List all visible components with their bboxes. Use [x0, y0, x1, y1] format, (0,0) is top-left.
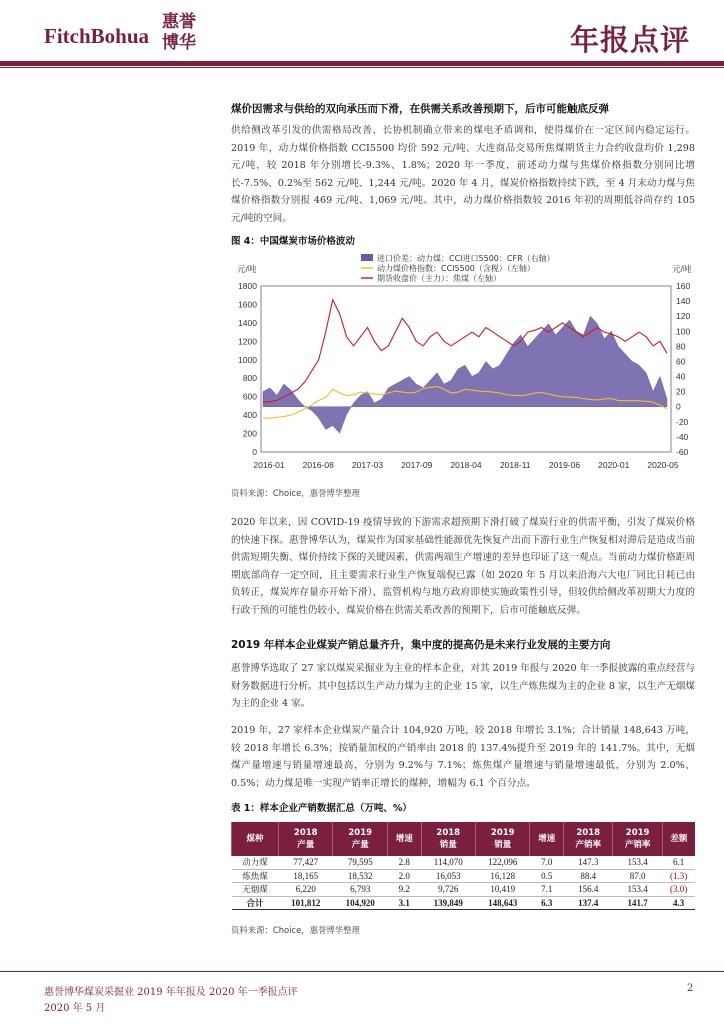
table-cell: 3.1 — [387, 896, 421, 910]
chart-legend — [361, 253, 555, 283]
left-tick-label: 1200 — [238, 336, 257, 347]
table-header-row — [232, 822, 696, 856]
left-tick-label: 1000 — [238, 354, 257, 365]
table-header-cell — [476, 822, 530, 856]
header-line-2: 产销率 — [624, 840, 651, 850]
header-line-1: 差额 — [670, 834, 688, 844]
table-cell: (1.3) — [662, 869, 695, 883]
table-cell: 79,595 — [333, 856, 387, 869]
x-tick-label: 2017-03 — [351, 460, 384, 470]
footer-date: 2020 年 5 月 — [44, 1003, 106, 1014]
table-row — [232, 896, 696, 910]
right-tick-label: 40 — [676, 371, 686, 382]
table-cell: 6,793 — [333, 883, 387, 897]
table-cell: 18,532 — [333, 869, 387, 883]
x-tick-label: 2019-06 — [548, 460, 581, 470]
left-tick-label: 1600 — [238, 299, 257, 310]
table-cell: 无烟煤 — [232, 883, 279, 897]
table-cell: 6,220 — [279, 883, 333, 897]
table-cell: 137.4 — [564, 896, 613, 910]
left-tick-label: 1800 — [238, 281, 257, 291]
table-cell: 2.8 — [387, 856, 421, 869]
table-cell: 合计 — [232, 896, 279, 910]
x-tick-label: 2020-05 — [647, 460, 679, 470]
table-cell: 7.0 — [530, 856, 564, 869]
paragraph-outlook: 2020 年以来，因 COVID-19 疫情导致的下游需求超预期下滑打破了煤炭行业的供需平衡，引发了煤炭价格的快速下探。惠誉博华认为，煤炭作为国家基础性能源优先恢复产出而下游行业生产恢复相对滞后是造成当前供需短期失衡、煤价持续下探的关键因素，供需两端生产增速的差异也印证了这一观点。当前动力煤价格距周期底部尚存一定空间，且主要需求行业生产恢复端倪已露（如 2020 年 5 月以来沿海六大电厂同比日耗已由负转正，煤炭库存量亦开始下滑），监管机构与地方政府即使实施政策性引导，但较供给侧改革初期大力度的行政干预的可能性仍较小，煤炭价格在供需关系改善的预期下，后市可能触底反弹。 — [231, 517, 695, 616]
left-axis-unit: 元/吨 — [237, 264, 257, 274]
table-header-cell — [662, 822, 695, 856]
header-line-1: 2018 — [293, 828, 318, 838]
logo-chinese: 惠誉博华 — [162, 12, 196, 53]
header-line-2: 产量 — [297, 840, 315, 850]
paragraph-sample: 惠誉博华选取了 27 家以煤炭采掘业为主业的样本企业，对其 2019 年报与 2020 年一季报披露的重点经营与财务数据进行分析。其中包括以生产动力煤为主的企业 15 家，以生产炼焦煤为主的企业 8 家，以生产无烟煤为主的企业 4 家。 — [231, 663, 695, 710]
table-cell: 16,053 — [421, 869, 475, 883]
section-heading-price: 煤价因需求与供给的双向承压而下滑，在供需关系改善预期下，后市可能触底反弹 — [231, 103, 609, 115]
table-row — [232, 856, 696, 869]
legend-label: 动力煤价格指数：CCI5500（含税）（左轴） — [377, 264, 535, 273]
header-line-1: 2019 — [490, 828, 515, 838]
table-cell: 101,812 — [279, 896, 333, 910]
header-line-1: 2018 — [576, 828, 601, 838]
table-cell: 6.3 — [530, 896, 564, 910]
right-tick-label: -40 — [676, 431, 689, 442]
table-header-cell — [421, 822, 475, 856]
logo-fitchbohua: FitchBohua — [44, 24, 150, 48]
table-header-cell — [564, 822, 613, 856]
header-line-2: 销量 — [494, 840, 512, 850]
header-line-1: 煤种 — [246, 834, 264, 844]
right-tick-label: 20 — [676, 386, 686, 397]
table-cell: 4.3 — [662, 896, 695, 910]
x-tick-label: 2020-01 — [598, 460, 630, 470]
table-header-cell — [279, 822, 333, 856]
table-header-cell — [333, 822, 387, 856]
table-header-cell — [530, 822, 564, 856]
right-tick-label: -20 — [676, 416, 689, 427]
paragraph-price: 供给侧改革引发的供需格局改善、长协机制确立带来的煤电矛盾调和，使得煤价在一定区间内稳定运行。2019 年，动力煤价格指数 CCI5500 均价 592 元/吨、大连商品交易所焦煤期货主力合约收盘均价 1,298 元/吨，较 2018 年分别增长-9.3%、1.8%；2020 年一季度，前述动力煤与焦煤价格指数分别同比增长-7.5%、0.2%至 562 元/吨、1,244 元/吨。2020 年 4 月，煤炭价格指数持续下跌，至 4 月末动力煤与焦煤价格指数分别报 469 元/吨、1,069 元/吨。其中，动力煤价格指数较 2016 年初的周期低谷尚存约 105 元/吨的空间。 — [231, 125, 695, 224]
figure-caption: 图 4：中国煤炭市场价格波动 — [231, 236, 355, 247]
table-cell: 77,427 — [279, 856, 333, 869]
table-row — [232, 869, 696, 883]
x-tick-label: 2018-04 — [450, 460, 482, 470]
table-cell: 16,128 — [476, 869, 530, 883]
table-cell: 153.4 — [613, 856, 662, 869]
table-cell: 2.0 — [387, 869, 421, 883]
table-cell: 炼焦煤 — [232, 869, 279, 883]
right-tick-label: 60 — [676, 356, 686, 367]
table-header-cell — [232, 822, 279, 856]
header-line-1: 增速 — [538, 834, 556, 844]
table-cell: 122,096 — [476, 856, 530, 869]
footer-doc-title: 惠誉博华煤炭采掘业 2019 年年报及 2020 年一季报点评 — [44, 987, 298, 998]
table-cell: 147.3 — [564, 856, 613, 869]
table-cell: 104,920 — [333, 896, 387, 910]
table-cell: 0.5 — [530, 869, 564, 883]
right-tick-label: 0 — [676, 401, 681, 412]
table-cell: 9.2 — [387, 883, 421, 897]
table-caption: 表 1：样本企业产销数据汇总（万吨、%） — [231, 803, 412, 814]
right-tick-label: -60 — [676, 447, 689, 457]
right-tick-label: 160 — [676, 281, 691, 291]
table-cell: 156.4 — [564, 883, 613, 897]
table-header-cell — [613, 822, 662, 856]
right-tick-label: 140 — [676, 296, 691, 307]
right-tick-label: 100 — [676, 326, 691, 337]
header-line-2: 产量 — [351, 840, 369, 850]
table-row — [232, 883, 696, 897]
header-line-1: 增速 — [395, 834, 413, 844]
table-cell: 153.4 — [613, 883, 662, 897]
table-cell: 148,643 — [476, 896, 530, 910]
header-line-2: 销量 — [439, 840, 457, 850]
table-cell: 10,419 — [476, 883, 530, 897]
coal-price-chart — [231, 250, 691, 475]
page-title: 年报点评 — [569, 23, 690, 57]
header-line-1: 2019 — [348, 828, 373, 838]
header-line-1: 2018 — [436, 828, 461, 838]
table-source: 资料来源：Choice，惠誉博华整理 — [231, 925, 360, 935]
right-tick-label: 80 — [676, 341, 686, 352]
production-sales-table — [231, 822, 695, 910]
left-tick-label: 200 — [242, 428, 257, 439]
table-cell: 139,849 — [421, 896, 475, 910]
page-number: 2 — [687, 983, 694, 994]
footer-divider — [0, 971, 724, 972]
table-cell: 9,726 — [421, 883, 475, 897]
legend-label: 期货收盘价（主力）：焦煤（左轴） — [377, 274, 501, 283]
table-cell: 动力煤 — [232, 856, 279, 869]
left-tick-label: 800 — [242, 373, 257, 384]
table-cell: 6.1 — [662, 856, 695, 869]
table-cell: 18,165 — [279, 869, 333, 883]
legend-swatch — [361, 254, 373, 261]
header-line-1: 2019 — [625, 828, 650, 838]
header-divider-thin — [0, 67, 724, 68]
table-cell: 7.1 — [530, 883, 564, 897]
plot-area — [263, 300, 667, 433]
left-tick-label: 600 — [242, 391, 257, 402]
left-tick-label: 1400 — [238, 317, 257, 328]
left-tick-label: 0 — [252, 447, 257, 457]
x-tick-label: 2016-08 — [302, 460, 334, 470]
left-tick-label: 400 — [242, 410, 257, 421]
table-cell: 88.4 — [564, 869, 613, 883]
header-line-2: 产销率 — [575, 840, 601, 850]
x-tick-label: 2016-01 — [253, 460, 285, 470]
right-axis-unit: 元/吨 — [672, 264, 691, 274]
table-cell: (3.0) — [662, 883, 695, 897]
section-heading-output: 2019 年样本企业煤炭产销总量齐升，集中度的提高仍是未来行业发展的主要方向 — [231, 639, 611, 651]
figure-source: 资料来源：Choice，惠誉博华整理 — [231, 488, 360, 498]
header-divider — [0, 61, 724, 66]
paragraph-output: 2019 年，27 家样本企业煤炭产量合计 104,920 万吨，较 2018 年增长 3.1%；合计销量 148,643 万吨，较 2018 年增长 6.3%；按销量加权的产销率由 2018 的 137.4%提升至 2019 年的 141.7%。其中，无烟煤产量增速与销量增速最高，分别为 9.2%与 7.1%；炼焦煤产量增速与销量增速最低，分别为 2.0%、0.5%；动力煤是唯一实现产销率正增长的煤种，增幅为 6.1 个百分点。 — [231, 725, 695, 789]
table-cell: 87.0 — [613, 869, 662, 883]
x-tick-label: 2018-11 — [499, 460, 531, 470]
x-tick-label: 2017-09 — [401, 460, 433, 470]
legend-label: 进口价差：动力煤：CCI进口5500：CFR（右轴） — [377, 254, 555, 263]
table-body — [232, 856, 696, 910]
table-cell: 141.7 — [613, 896, 662, 910]
series-area-import-spread — [263, 316, 667, 433]
table-cell: 114,070 — [421, 856, 475, 869]
table-header-cell — [387, 822, 421, 856]
right-tick-label: 120 — [676, 311, 691, 322]
